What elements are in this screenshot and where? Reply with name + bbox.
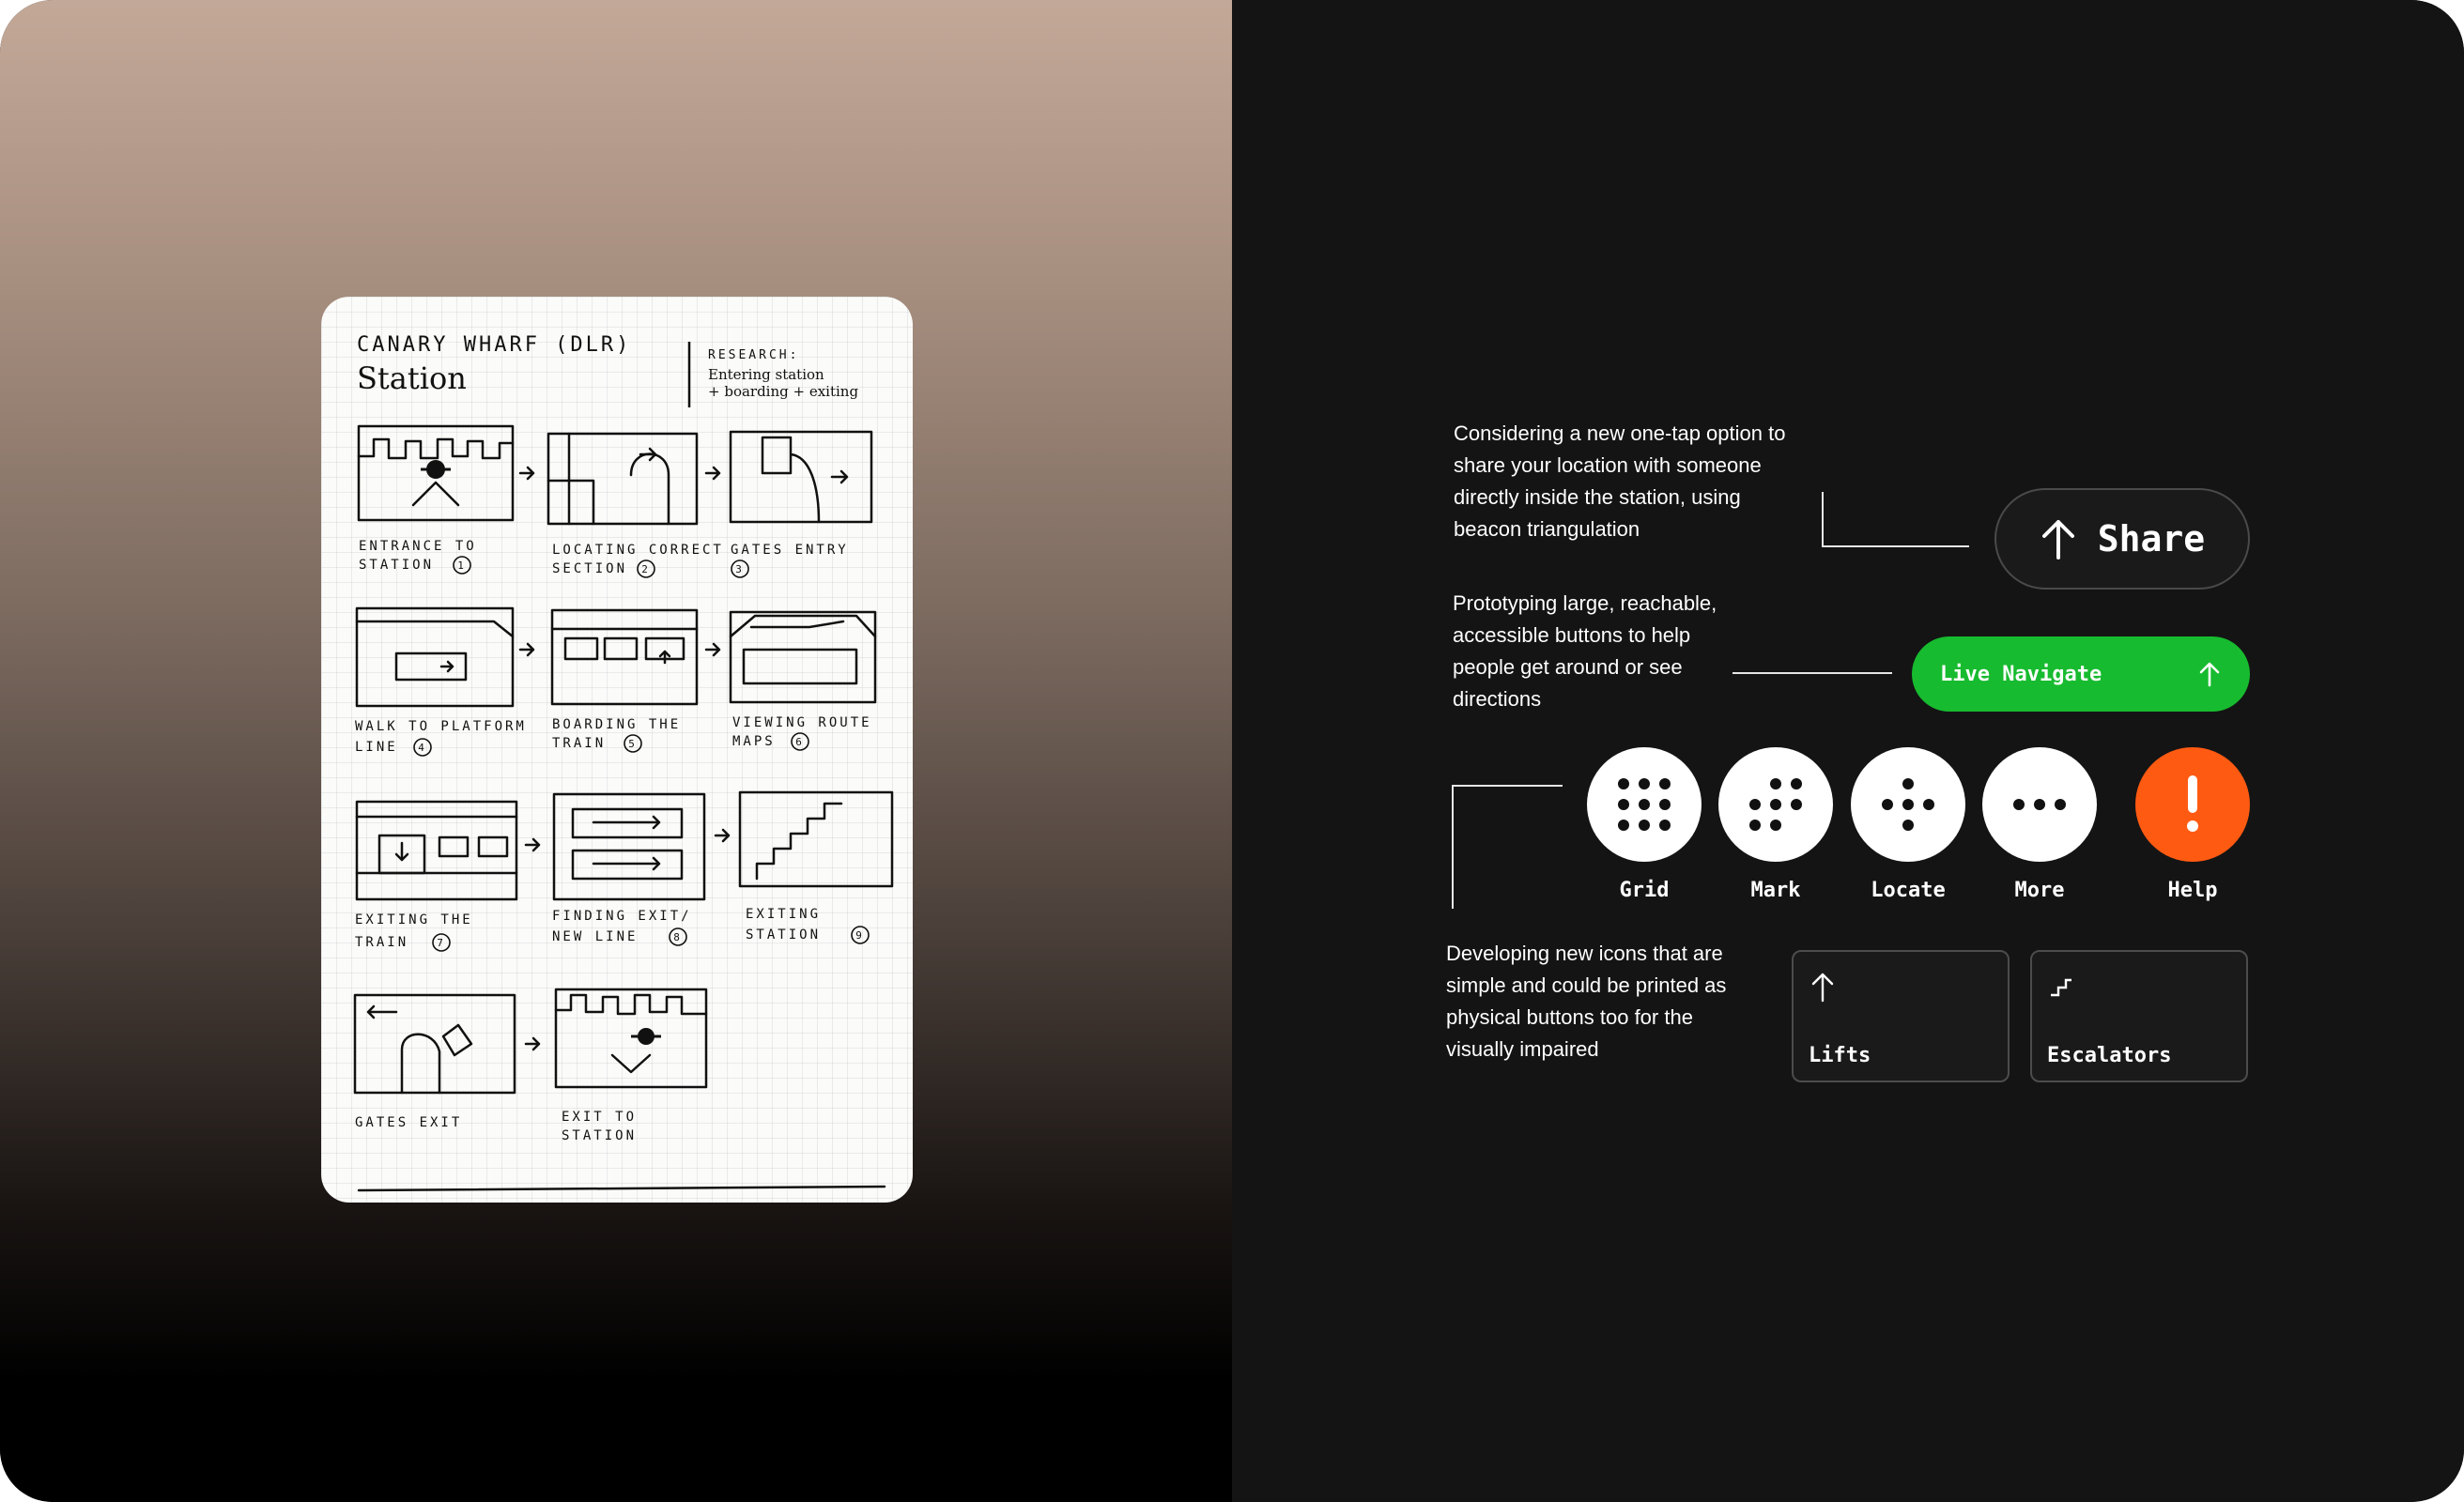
- navigate-note-line: accessible buttons to help: [1453, 623, 1691, 647]
- arrow-up-icon: [2197, 661, 2222, 687]
- share-note-line: share your location with someone: [1454, 453, 1762, 477]
- step-6-caption-line2: MAPS: [732, 734, 776, 749]
- step-2-number: 2: [641, 563, 651, 575]
- share-note: [1454, 418, 1867, 545]
- step-11-caption-line2: STATION: [562, 1128, 638, 1143]
- step-5-caption-line2: TRAIN: [552, 736, 607, 751]
- step-7-caption-line1: EXITING THE: [355, 912, 473, 927]
- research-line2: + boarding + exiting: [708, 383, 859, 400]
- stairs-icon: [2047, 971, 2075, 1003]
- icons-row-connector: [1452, 785, 1563, 909]
- step-8-caption-line2: NEW LINE: [552, 929, 639, 944]
- grid-button[interactable]: [1587, 747, 1702, 862]
- lifts-label: Lifts: [1809, 1044, 1871, 1067]
- locate-button[interactable]: [1851, 747, 1965, 862]
- help-button[interactable]: [2135, 747, 2250, 862]
- more-dots-icon: [2007, 772, 2072, 837]
- prototype-panel: [1232, 0, 2464, 1502]
- mark-button-label: Mark: [1750, 879, 1801, 902]
- more-button[interactable]: [1982, 747, 2097, 862]
- navigate-note-line: people get around or see: [1453, 655, 1683, 679]
- research-line1: Entering station: [708, 366, 824, 383]
- step-8-number: 8: [673, 931, 683, 943]
- navigate-connector: [1732, 672, 1892, 674]
- step-9-number: 9: [855, 929, 865, 942]
- locate-button-label: Locate: [1871, 879, 1946, 902]
- mark-button[interactable]: [1718, 747, 1833, 862]
- grid-button-label: Grid: [1619, 879, 1670, 902]
- frame-3: [731, 432, 871, 522]
- share-note-line: directly inside the station, using: [1454, 485, 1741, 509]
- step-2-caption-line2: SECTION: [552, 561, 628, 576]
- navigate-note-line: directions: [1453, 687, 1542, 711]
- arrow-up-icon: [1809, 971, 1837, 1003]
- frame-6: [731, 612, 875, 702]
- grid-dots-icon: [1611, 772, 1677, 837]
- step-1-number: 1: [457, 559, 467, 572]
- step-2-caption-line1: LOCATING CORRECT: [552, 543, 724, 558]
- mark-dots-icon: [1743, 772, 1809, 837]
- navigate-note: [1453, 588, 1828, 715]
- sketch-title-line1: CANARY WHARF (DLR): [357, 333, 632, 357]
- share-button[interactable]: [1994, 488, 2250, 590]
- storyboard-drawing: [321, 297, 913, 1203]
- icons-note-line: physical buttons too for the: [1446, 1005, 1693, 1029]
- step-6-number: 6: [795, 736, 805, 748]
- step-6-caption-line1: VIEWING ROUTE: [732, 715, 872, 730]
- storyboard-sketch: [321, 297, 913, 1203]
- step-4-number: 4: [418, 742, 427, 754]
- exclamation-icon: [2179, 772, 2207, 837]
- frame-4: [357, 608, 513, 706]
- step-1-caption-line2: STATION: [359, 558, 435, 573]
- step-5-caption-line1: BOARDING THE: [552, 717, 682, 732]
- more-button-label: More: [2014, 879, 2065, 902]
- step-7-caption-line2: TRAIN: [355, 935, 409, 950]
- escalators-label: Escalators: [2047, 1044, 2172, 1067]
- step-3-number: 3: [735, 563, 745, 575]
- step-4-caption-line2: LINE: [355, 740, 398, 755]
- step-8-caption-line1: FINDING EXIT/: [552, 909, 692, 924]
- step-4-caption-line1: WALK TO PLATFORM: [355, 719, 527, 734]
- step-10-caption-line1: GATES EXIT: [355, 1115, 463, 1130]
- share-connector: [1822, 492, 1969, 547]
- share-note-line: beacon triangulation: [1454, 517, 1640, 541]
- share-button-label: Share: [2097, 518, 2206, 559]
- research-heading: RESEARCH:: [708, 348, 800, 362]
- frame-9: [740, 792, 892, 886]
- live-navigate-button[interactable]: [1912, 636, 2250, 712]
- step-9-caption-line1: EXITING: [746, 907, 822, 922]
- frame-2: [548, 434, 697, 524]
- lifts-button[interactable]: [1792, 950, 2010, 1082]
- locate-dots-icon: [1875, 772, 1941, 837]
- frame-5: [552, 610, 697, 704]
- help-button-label: Help: [2167, 879, 2218, 902]
- step-11-caption-line1: EXIT TO: [562, 1110, 638, 1125]
- step-9-caption-line2: STATION: [746, 927, 822, 943]
- step-7-number: 7: [437, 937, 446, 949]
- step-5-number: 5: [628, 738, 638, 750]
- step-3-caption-line1: GATES ENTRY: [731, 543, 849, 558]
- share-note-line: Considering a new one-tap option to: [1454, 421, 1786, 445]
- step-1-caption-line1: ENTRANCE TO: [359, 539, 477, 554]
- live-navigate-label: Live Navigate: [1940, 662, 2102, 686]
- icons-note: [1446, 938, 1803, 1065]
- icons-note-line: simple and could be printed as: [1446, 973, 1727, 997]
- arrow-up-icon: [2040, 518, 2077, 559]
- icons-note-line: Developing new icons that are: [1446, 942, 1723, 965]
- icons-note-line: visually impaired: [1446, 1037, 1599, 1061]
- sketch-title-line2: Station: [357, 360, 467, 396]
- navigate-note-line: Prototyping large, reachable,: [1453, 591, 1717, 615]
- escalators-button[interactable]: [2030, 950, 2248, 1082]
